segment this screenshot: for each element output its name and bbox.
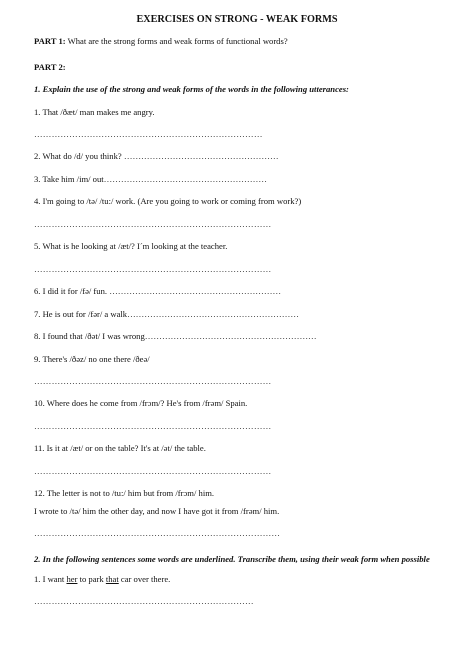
item-7 xyxy=(34,310,464,319)
answer-line-10[interactable]: ……………………………………………………………………… xyxy=(34,421,272,431)
item-3-text: 3. Take him /im/ out xyxy=(34,173,104,184)
part1-question xyxy=(34,37,464,46)
item-9: 9. There's /ðəz/ no one there /ðeə/ xyxy=(34,353,150,364)
item-6-text: 6. I did it for /fə/ fun. xyxy=(34,286,108,297)
answer-line-7[interactable]: …………………………………………………… xyxy=(127,308,299,319)
underlined-word-her: her xyxy=(66,573,78,584)
item-8-text: 8. I found that /ðət/ I was wrong xyxy=(34,331,145,342)
part1-text: What are the strong forms and weak forms of functional words? xyxy=(67,36,288,47)
sentence-1-after: car over there. xyxy=(118,573,171,584)
answer-line-2[interactable]: ……………………………………………… xyxy=(123,151,279,162)
item-2-text: 2. What do /d/ you think? xyxy=(34,151,122,162)
item-6 xyxy=(34,287,464,296)
part1-label: PART 1: xyxy=(34,36,66,47)
item-2 xyxy=(34,152,464,161)
underlined-word-that: that xyxy=(105,573,119,584)
item-10: 10. Where does he come from /frɔm/? He's from /frəm/ Spain. xyxy=(34,398,248,409)
answer-line-8[interactable]: …………………………………………………… xyxy=(144,331,317,342)
part2-label: PART 2: xyxy=(34,61,66,72)
sentence-1-middle: to park xyxy=(77,573,106,584)
item-1: 1. That /ðæt/ man makes me angry. xyxy=(34,106,155,117)
sentence-1-before: 1. I want xyxy=(34,573,67,584)
answer-line-5[interactable]: ……………………………………………………………………… xyxy=(34,264,272,274)
answer-line-12[interactable]: ………………………………………………………………………… xyxy=(34,529,281,539)
item-4: 4. I'm going to /tə/ /tu:/ work. (Are you going to work or coming from work?) xyxy=(34,196,302,207)
answer-line-11[interactable]: ……………………………………………………………………… xyxy=(34,466,272,476)
transcribe-sentence-1 xyxy=(34,575,464,584)
instruction-1: 1. Explain the use of the strong and weak forms of the words in the following utterances: xyxy=(34,84,349,95)
answer-line-4[interactable]: ……………………………………………………………………… xyxy=(34,219,272,229)
answer-line-3[interactable]: ………………………………………………… xyxy=(103,173,267,184)
answer-line-1[interactable]: …………………………………………………………………… xyxy=(34,130,263,140)
answer-line-9[interactable]: ……………………………………………………………………… xyxy=(34,377,272,387)
item-11: 11. Is it at /æt/ or on the table? It's at /ət/ the table. xyxy=(34,443,206,454)
instruction-2: 2. In the following sentences some words are underlined. Transcribe them, using their weak form when possible xyxy=(34,553,430,564)
page-title: EXERCISES ON STRONG - WEAK FORMS xyxy=(136,14,338,25)
item-5: 5. What is he looking at /æt/? I´m looking at the teacher. xyxy=(34,241,228,252)
item-12: 12. The letter is not to /tu:/ him but from /frɔm/ him. xyxy=(34,488,215,499)
item-8 xyxy=(34,332,464,341)
answer-line-6[interactable]: …………………………………………………… xyxy=(109,286,282,297)
item-3 xyxy=(34,175,464,184)
answer-line-final[interactable]: ………………………………………………………………… xyxy=(34,597,254,607)
item-7-text: 7. He is out for /fər/ a walk xyxy=(34,308,128,319)
item-12-continued: I wrote to /tə/ him the other day, and now I have got it from /frəm/ him. xyxy=(34,505,280,516)
